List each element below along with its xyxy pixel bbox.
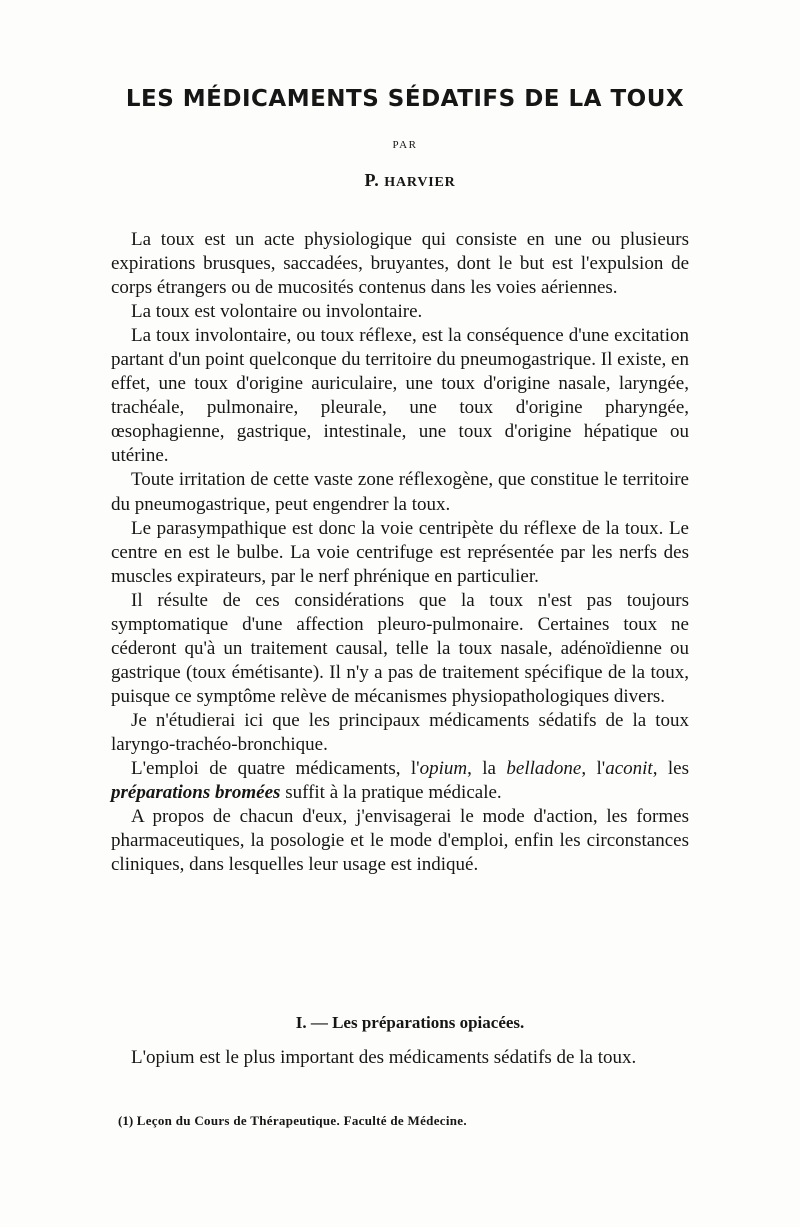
paragraph-volontaire: La toux est volontaire ou involontaire. (131, 301, 423, 323)
emploi-la: , la (467, 758, 507, 780)
author-surname-rest: ARVIER (396, 175, 456, 190)
emploi-end: suffit à la pratique médicale. (280, 782, 502, 804)
paragraph-propos: A propos de chacun d'eux, j'envisagerai le mode d'action, les formes pharmaceutiques, la posologie et le mode d'emploi, enfin les circonstances cliniques, dans lesquelles leur usage est indiqué. (111, 806, 689, 876)
term-opium: opium (419, 758, 468, 780)
emploi-les: , les (652, 758, 689, 780)
section-title-text: Les préparations opiacées. (332, 1013, 525, 1032)
paragraph-considerations: Il résulte de ces considérations que la toux n'est pas toujours symptomatique d'une affection pleuro-pulmonaire. Certaines toux ne céderont qu'à un traitement causal, telle la toux nasale, adénoïdienne ou gastrique (toux émétisante). Il n'y a pas de traitement spécifique de la toux, puisque ce symptôme relève de mécanismes physiopathologiques divers. (111, 589, 689, 707)
section-body (111, 1046, 689, 1070)
footnote (118, 1113, 678, 1129)
section-heading (0, 1013, 800, 1033)
paragraph-emploi (111, 757, 689, 805)
paragraph-irritation: Toute irritation de cette vaste zone réflexogène, que constitue le territoire du pneumogastrique, peut engendrer la toux. (111, 469, 689, 515)
author-name (0, 170, 800, 191)
author-initial: P. (364, 170, 380, 190)
section-number: I. — (295, 1013, 328, 1032)
emploi-start: L'emploi de quatre médicaments, l' (131, 758, 420, 780)
author-surname: HARVIER (384, 175, 456, 190)
article-title: LES MÉDICAMENTS SÉDATIFS DE LA TOUX (125, 86, 685, 112)
paragraph-definition: La toux est un acte physiologique qui consiste en une ou plusieurs expirations brusques, saccadées, bruyantes, dont le but est l'expulsion de corps étrangers ou de mucosités contenus dans les voies aériennes. (111, 229, 689, 299)
paragraph-reflexe: La toux involontaire, ou toux réflexe, est la conséquence d'une excitation partant d'un point quelconque du territoire du pneumogastrique. Il existe, en effet, une toux d'origine auriculaire, une toux d'origine nasale, laryngée, trachéale, pulmonaire, pleurale, une toux d'origine pharyngée, œsophagienne, gastrique, intestinale, une toux d'origine hépatique ou utérine. (111, 325, 689, 467)
term-belladone: belladone (506, 758, 582, 780)
footnote-text: Leçon du Cours de Thérapeutique. Faculté de Médecine. (136, 1113, 467, 1128)
emploi-comma: , l' (581, 758, 606, 780)
paragraph-parasympathique: Le parasympathique est donc la voie centripète du réflexe de la toux. Le centre en est le bulbe. La voie centrifuge est représentée par les nerfs des muscles expirateurs, par le nerf phrénique en particulier. (111, 517, 689, 587)
footnote-mark: (1) (118, 1113, 134, 1128)
article-body (111, 228, 689, 877)
term-aconit: aconit (605, 758, 653, 780)
paragraph-opium: L'opium est le plus important des médicaments sédatifs de la toux. (131, 1047, 637, 1068)
paragraph-etude: Je n'étudierai ici que les principaux médicaments sédatifs de la toux laryngo-trachéo-bronchique. (111, 709, 689, 755)
term-preparations-bromees: préparations bromées (111, 782, 281, 804)
byline-par: PAR (392, 139, 418, 151)
